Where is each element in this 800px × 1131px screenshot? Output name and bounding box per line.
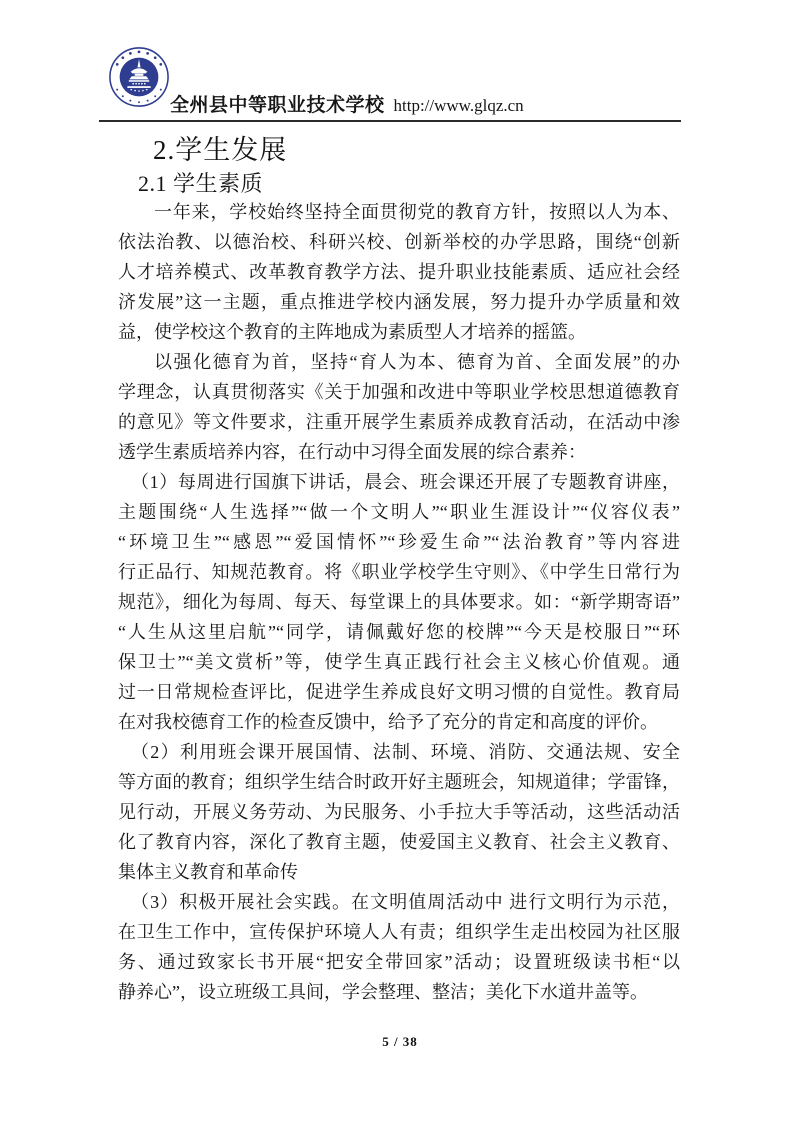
paragraph-line: 在对我校德育工作的检查反馈中，给予了充分的肯定和高度的评价。 [118,712,658,732]
paragraph-line: 在卫生工作中，宣传保护环境人人有责；组织学生走出校园为社区服 [118,922,680,942]
website-url: http://www.glqz.cn [393,96,524,115]
paragraph-line: 见行动，开展义务劳动、为民服务、小手拉大手等活动，这些活动活 [118,802,680,822]
paragraph [118,197,680,347]
paragraph-line: 依法治教、以德治校、科研兴校、创新举校的办学思路，围绕“创新 [118,232,680,252]
paragraph-line: 规范》，细化为每周、每天、每堂课上的具体要求。如：“新学期寄语” [118,592,680,612]
page-number: 5 / 38 [382,1034,418,1049]
paragraph-line: 以强化德育为首，坚持“育人为本、德育为首、全面发展”的办 [154,352,680,372]
paragraph-line: （3）积极开展社会实践。在文明值周活动中 进行文明行为示范， [131,892,680,912]
paragraph [118,887,680,1007]
paragraph-line: 行正品行、知规范教育。将《职业学校学生守则》、《中学生日常行为 [118,562,680,582]
paragraph [118,737,680,887]
section-heading: 2.学生发展 [153,135,288,165]
school-name: 全州县中等职业技术学校 [170,95,385,116]
paragraph-line: “人生从这里启航”“同学，请佩戴好您的校牌”“今天是校服日”“环 [118,622,680,642]
paragraph-line: 保卫士”“美文赏析”等，使学生真正践行社会主义核心价值观。通 [118,652,680,672]
paragraph-line: 过一日常规检查评比，促进学生养成良好文明习惯的自觉性。教育局 [118,682,680,702]
header-title-row [170,90,524,117]
document-body [118,197,680,1007]
paragraph-line: “环境卫生”“感恩”“爱国情怀”“珍爱生命”“法治教育”等内容进 [118,532,680,552]
subsection-heading: 2.1 学生素质 [138,171,264,196]
paragraph-line: 一年来，学校始终坚持全面贯彻党的教育方针，按照以人为本、 [154,202,680,222]
paragraph-line: 济发展”这一主题，重点推进学校内涵发展，努力提升办学质量和效 [118,292,680,312]
paragraph-line: 务、通过致家长书开展“把安全带回家”活动；设置班级读书柜“以 [118,952,680,972]
paragraph-line: 益，使学校这个教育的主阵地成为素质型人才培养的摇篮。 [118,322,586,342]
page-footer [0,1033,800,1051]
paragraph-line: 透学生素质培养内容，在行动中习得全面发展的综合素养： [118,442,586,462]
school-emblem-icon [108,46,170,108]
paragraph-line: 人才培养模式、改革教育教学方法、提升职业技能素质、适应社会经 [118,262,680,282]
paragraph-line: 的意见》等文件要求，注重开展学生素质养成教育活动，在活动中渗 [118,412,680,432]
paragraph-line: 静养心”，设立班级工具间，学会整理、整洁；美化下水道井盖等。 [118,982,648,1002]
paragraph [118,467,680,737]
header-divider [99,120,681,122]
paragraph-line: 等方面的教育；组织学生结合时政开好主题班会，知规道律；学雷锋， [118,772,680,792]
paragraph-line: （2）利用班会课开展国情、法制、环境、消防、交通法规、安全 [131,742,680,762]
paragraph-line: （1）每周进行国旗下讲话，晨会、班会课还开展了专题教育讲座， [131,472,680,492]
paragraph [118,347,680,467]
paragraph-line: 化了教育内容，深化了教育主题，使爱国主义教育、社会主义教育、 [118,832,680,852]
paragraph-line: 学理念，认真贯彻落实《关于加强和改进中等职业学校思想道德教育 [118,382,680,402]
paragraph-line: 主题围绕“人生选择”“做一个文明人”“职业生涯设计”“仪容仪表” [118,502,680,522]
paragraph-line: 集体主义教育和革命传 [118,862,298,882]
